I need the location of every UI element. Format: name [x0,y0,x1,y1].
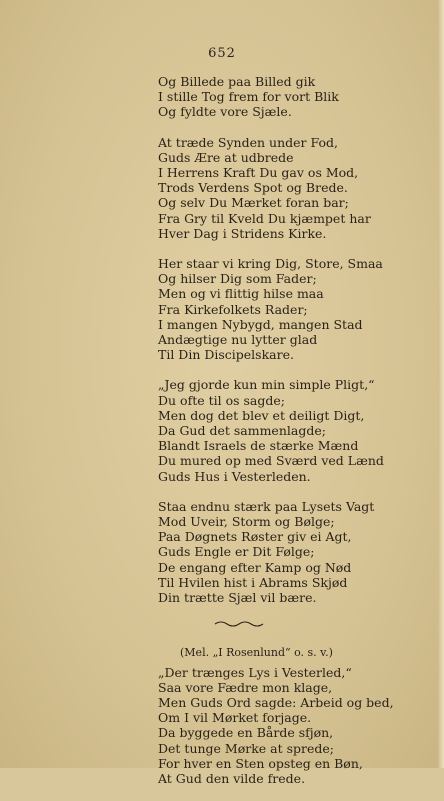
stanza-2 [158,135,428,241]
verse-line: Her staar vi kring Dig, Store, Smaa [158,256,383,272]
page-number: 652 [208,46,236,61]
verse-line: „Jeg gjorde kun min simple Pligt,“ [158,377,375,393]
verse-line: Da byggede en Bårde sfjøn, [158,725,334,741]
verse-line: Fra Kirkefolkets Rader; [158,301,308,317]
verse-line: Guds Hus i Vesterleden. [158,468,311,484]
verse-line: Til Hvilen hist i Abrams Skjød [158,574,348,590]
verse-line: Guds Engle er Dit Følge; [158,544,315,560]
verse-line: Du ofte til os sagde; [158,392,285,408]
verse-line: Trods Verdens Spot og Brede. [158,180,348,196]
verse-line: Og selv Du Mærket foran bar; [158,195,349,211]
verse-line: Fra Gry til Kveld Du kjæmpet har [158,210,371,226]
verse-line: Og fyldte vore Sjæle. [158,104,292,120]
stanza-4 [158,377,428,483]
verse-line: Om I vil Mørket forjage. [158,710,312,726]
verse-line: De engang efter Kamp og Nød [158,559,352,575]
stanza-1 [158,74,428,120]
verse-line: Din trætte Sjæl vil bære. [158,590,317,606]
verse-line: I mangen Nybygd, mangen Stad [158,316,363,332]
verse-line: I Herrens Kraft Du gav os Mod, [158,165,359,181]
verse-line: At træde Synden under Fod, [158,134,338,150]
verse-line: Til Din Discipelskare. [158,347,294,363]
verse-line: Men Guds Ord sagde: Arbeid og bed, [158,694,394,710]
verse-line: Det tunge Mørke at sprede; [158,740,335,756]
melody-note: (Mel. „I Rosenlund“ o. s. v.) [180,646,333,660]
verse-line: Guds Ære at udbrede [158,149,294,165]
verse-line: Og Billede paa Billed gik [158,74,316,89]
verse-line: Men og vi flittig hilse maa [158,286,324,302]
verse-line: Og hilser Dig som Fader; [158,271,317,287]
verse-line: Blandt Israels de stærke Mænd [158,438,359,454]
verse-line: Mod Uveir, Storm og Bølge; [158,514,335,530]
verse-line: Hver Dag i Stridens Kirke. [158,225,327,241]
verse-line: Staa endnu stærk paa Lysets Vagt [158,498,375,514]
verse-line: At Gud den vilde frede. [158,770,306,786]
verse-line: For hver en Sten opsteg en Bøn, [158,755,363,771]
verse-line: Du mured op med Sværd ved Lænd [158,453,384,469]
verse-line: Men dog det blev et deiligt Digt, [158,407,365,423]
verse-line: I stille Tog frem for vort Blik [158,89,339,105]
stanza-5 [158,499,428,605]
verse-line: Paa Døgnets Røster giv ei Agt, [158,529,352,545]
poem-body [158,74,428,801]
stanza-3 [158,256,428,362]
page-edge [438,0,444,768]
verse-line: Da Gud det sammenlagde; [158,423,326,439]
verse-line: Saa vore Fædre mon klage, [158,679,333,695]
verse-line: Andægtige nu lytter glad [158,332,318,348]
verse-line: „Der trænges Lys i Vesterled,“ [158,664,352,680]
ornamental-divider [214,620,264,628]
